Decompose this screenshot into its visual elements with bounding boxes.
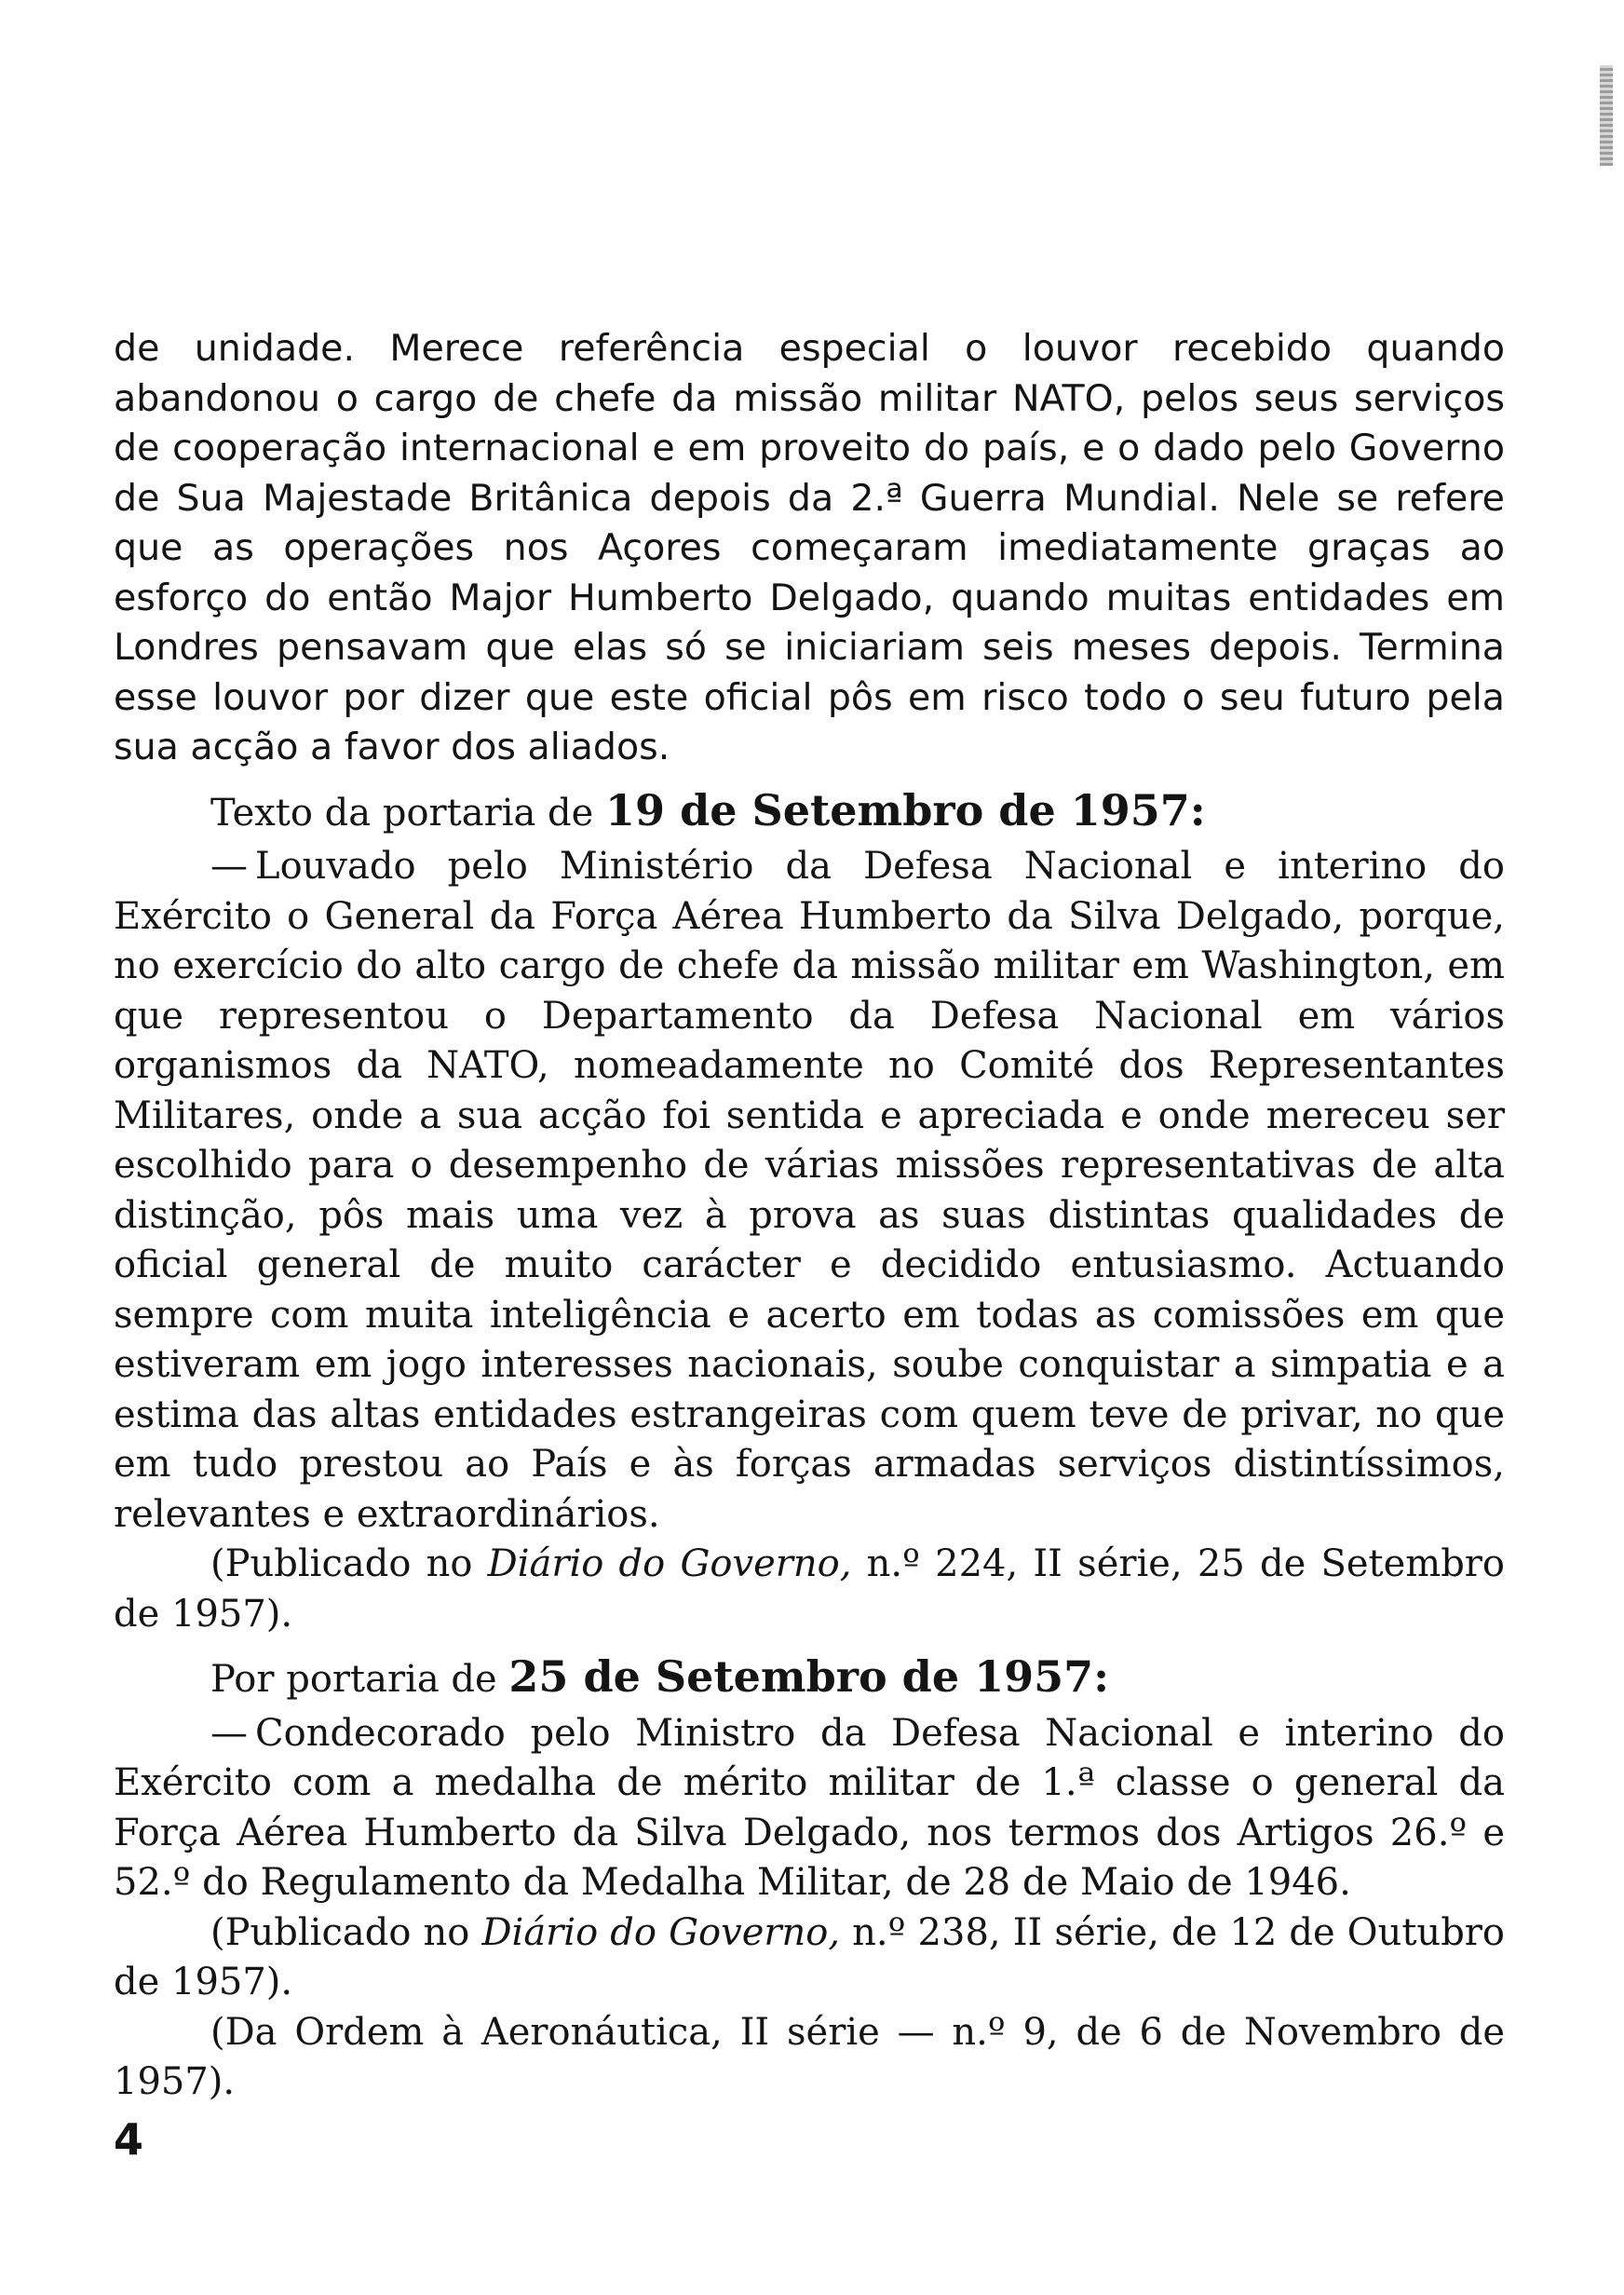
portaria-1-pub-prefix: (Publicado no bbox=[210, 1542, 488, 1585]
portaria-1-pub-suffix: n.º 224, II série, 25 de Setembro de 1957). bbox=[114, 1542, 1506, 1636]
portaria-2-pub-prefix: (Publicado no bbox=[210, 1910, 482, 1954]
page-number: 4 bbox=[114, 2114, 144, 2165]
portaria-1-publication bbox=[114, 1540, 1505, 1639]
ordem-aeronautica-reference: (Da Ordem à Aeronáutica, II série — n.º 9, de 6 de Novembro de 1957). bbox=[114, 2010, 1505, 2103]
portaria-heading-1-prefix: Texto da portaria de bbox=[210, 791, 606, 835]
portaria-1-pub-journal: Diário do Governo, bbox=[487, 1542, 852, 1585]
portaria-2-publication bbox=[114, 1908, 1505, 2008]
page-body bbox=[114, 324, 1505, 2108]
portaria-heading-1 bbox=[114, 786, 1505, 839]
portaria-2-pub-journal: Diário do Governo, bbox=[481, 1910, 841, 1954]
scan-edge-mark bbox=[1600, 65, 1613, 166]
portaria-2-body: — Condecorado pelo Ministro da Defesa Nacional e interino do Exército com a medalha de mérito militar de 1.ª classe o general da Força Aérea Humberto da Silva Delgado, nos termos dos Artigos 26.º e 52.º do Regulamento da Medalha Militar, de 28 de Maio de 1946. bbox=[114, 1709, 1505, 1908]
portaria-heading-2-prefix: Por portaria de bbox=[210, 1658, 509, 1701]
portaria-2-pub-suffix: n.º 238, II série, de 12 de Outubro de 1957). bbox=[114, 1910, 1505, 2003]
portaria-heading-2 bbox=[114, 1652, 1505, 1705]
portaria-1-body: — Louvado pelo Ministério da Defesa Nacional e interino do Exército o General da Força Aérea Humberto da Silva Delgado, porque, no exercício do alto cargo de chefe da missão militar em Washington, em que representou o Departamento da Defesa Nacional em vários organismos da NATO, nomeadamente no Comité dos Representantes Militares, onde a sua acção foi sentida e apreciada e onde mereceu ser escolhido para o desempenho de várias missões representativas de alta distinção, pôs mais uma vez à prova as suas distintas qualidades de oficial general de muito carácter e decidido entusiasmo. Actuando sempre com muita inteligência e acerto em todas as comissões em que estiveram em jogo interesses nacionais, soube conquistar a simpatia e a estima das altas entidades estrangeiras com quem teve de privar, no que em tudo prestou ao País e às forças armadas serviços distintíssimos, relevantes e extraordinários. bbox=[114, 842, 1505, 1540]
intro-paragraph: de unidade. Merece referência especial o louvor recebido quando abandonou o cargo de chefe da missão militar NATO, pelos seus serviços de cooperação internacional e em proveito do país, e o dado pelo Governo de Sua Majestade Britânica depois da 2.ª Guerra Mundial. Nele se refere que as operações nos Açores começaram imediatamente graças ao esforço do então Major Humberto Delgado, quando muitas entidades em Londres pensavam que elas só se iniciariam seis meses depois. Termina esse louvor por dizer que este oficial pôs em risco todo o seu futuro pela sua acção a favor dos aliados. bbox=[114, 327, 1505, 768]
portaria-heading-2-date: 25 de Setembro de 1957: bbox=[508, 1651, 1110, 1702]
portaria-heading-1-date: 19 de Setembro de 1957: bbox=[605, 784, 1206, 835]
